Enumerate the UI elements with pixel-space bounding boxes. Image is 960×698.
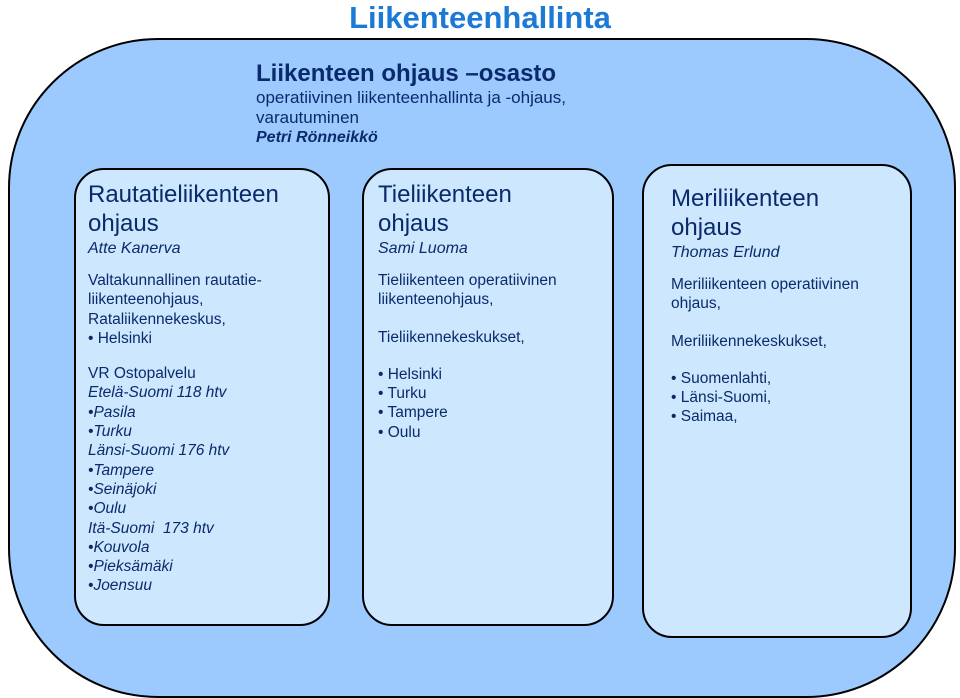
list-item: •Seinäjoki bbox=[88, 480, 157, 498]
road-line-1: Tieliikenteen operatiivinen bbox=[378, 272, 557, 289]
road-title-2: ohjaus bbox=[378, 210, 449, 237]
department-desc-1: operatiivinen liikenteenhallinta ja -ohjaus, bbox=[256, 88, 566, 107]
road-title-1: Tieliikenteen bbox=[378, 181, 512, 208]
road-box bbox=[362, 168, 614, 626]
sea-title-2: ohjaus bbox=[671, 214, 742, 241]
rail-line-2: liikenteenohjaus, bbox=[88, 291, 204, 309]
rail-title-2: ohjaus bbox=[88, 210, 159, 237]
list-item: • Tampere bbox=[378, 404, 448, 422]
rail-line-3: Rataliikennekeskus, bbox=[88, 310, 226, 328]
rail-center-item: • Helsinki bbox=[88, 329, 152, 347]
list-item: •Oulu bbox=[88, 500, 127, 518]
department-title: Liikenteen ohjaus –osasto bbox=[256, 60, 557, 87]
rail-ostopalvelu: VR Ostopalvelu bbox=[88, 365, 196, 383]
road-centers-label: Tieliikennekeskukset, bbox=[378, 328, 525, 346]
rail-region-2: Länsi-Suomi 176 htv bbox=[88, 442, 230, 460]
sea-line-2: ohjaus, bbox=[671, 295, 721, 313]
main-title: Liikenteenhallinta bbox=[349, 0, 611, 35]
list-item: • Länsi-Suomi, bbox=[671, 389, 772, 407]
list-item: • Saimaa, bbox=[671, 408, 738, 426]
department-person: Petri Rönneikkö bbox=[256, 129, 378, 146]
list-item: •Tampere bbox=[88, 461, 155, 479]
list-item: • Helsinki bbox=[378, 365, 442, 383]
list-item: •Pieksämäki bbox=[88, 558, 173, 576]
road-line-2: liikenteenohjaus, bbox=[378, 291, 494, 309]
department-block bbox=[256, 60, 676, 148]
rail-region-3: Itä-Suomi 173 htv bbox=[88, 519, 214, 537]
sea-line-1: Meriliikenteen operatiivinen bbox=[671, 276, 859, 293]
road-manager: Sami Luoma bbox=[378, 240, 468, 257]
list-item: • Turku bbox=[378, 385, 427, 403]
list-item: •Turku bbox=[88, 423, 132, 441]
rail-manager: Atte Kanerva bbox=[88, 240, 181, 257]
sea-centers-label: Meriliikennekeskukset, bbox=[671, 332, 827, 350]
department-desc-2: varautuminen bbox=[256, 108, 360, 127]
rail-region-1: Etelä-Suomi 118 htv bbox=[88, 384, 227, 402]
list-item: • Suomenlahti, bbox=[671, 369, 772, 387]
sea-manager: Thomas Erlund bbox=[671, 244, 780, 261]
sea-box bbox=[642, 164, 912, 638]
rail-line-1: Valtakunnallinen rautatie- bbox=[88, 272, 262, 289]
list-item: • Oulu bbox=[378, 423, 421, 441]
list-item: •Pasila bbox=[88, 403, 136, 421]
rail-center-item-label: Helsinki bbox=[97, 329, 152, 347]
sea-title-1: Meriliikenteen bbox=[671, 185, 820, 212]
list-item: •Kouvola bbox=[88, 538, 150, 556]
list-item: •Joensuu bbox=[88, 577, 153, 595]
rail-box bbox=[74, 168, 330, 626]
rail-title-1: Rautatieliikenteen bbox=[88, 181, 279, 208]
